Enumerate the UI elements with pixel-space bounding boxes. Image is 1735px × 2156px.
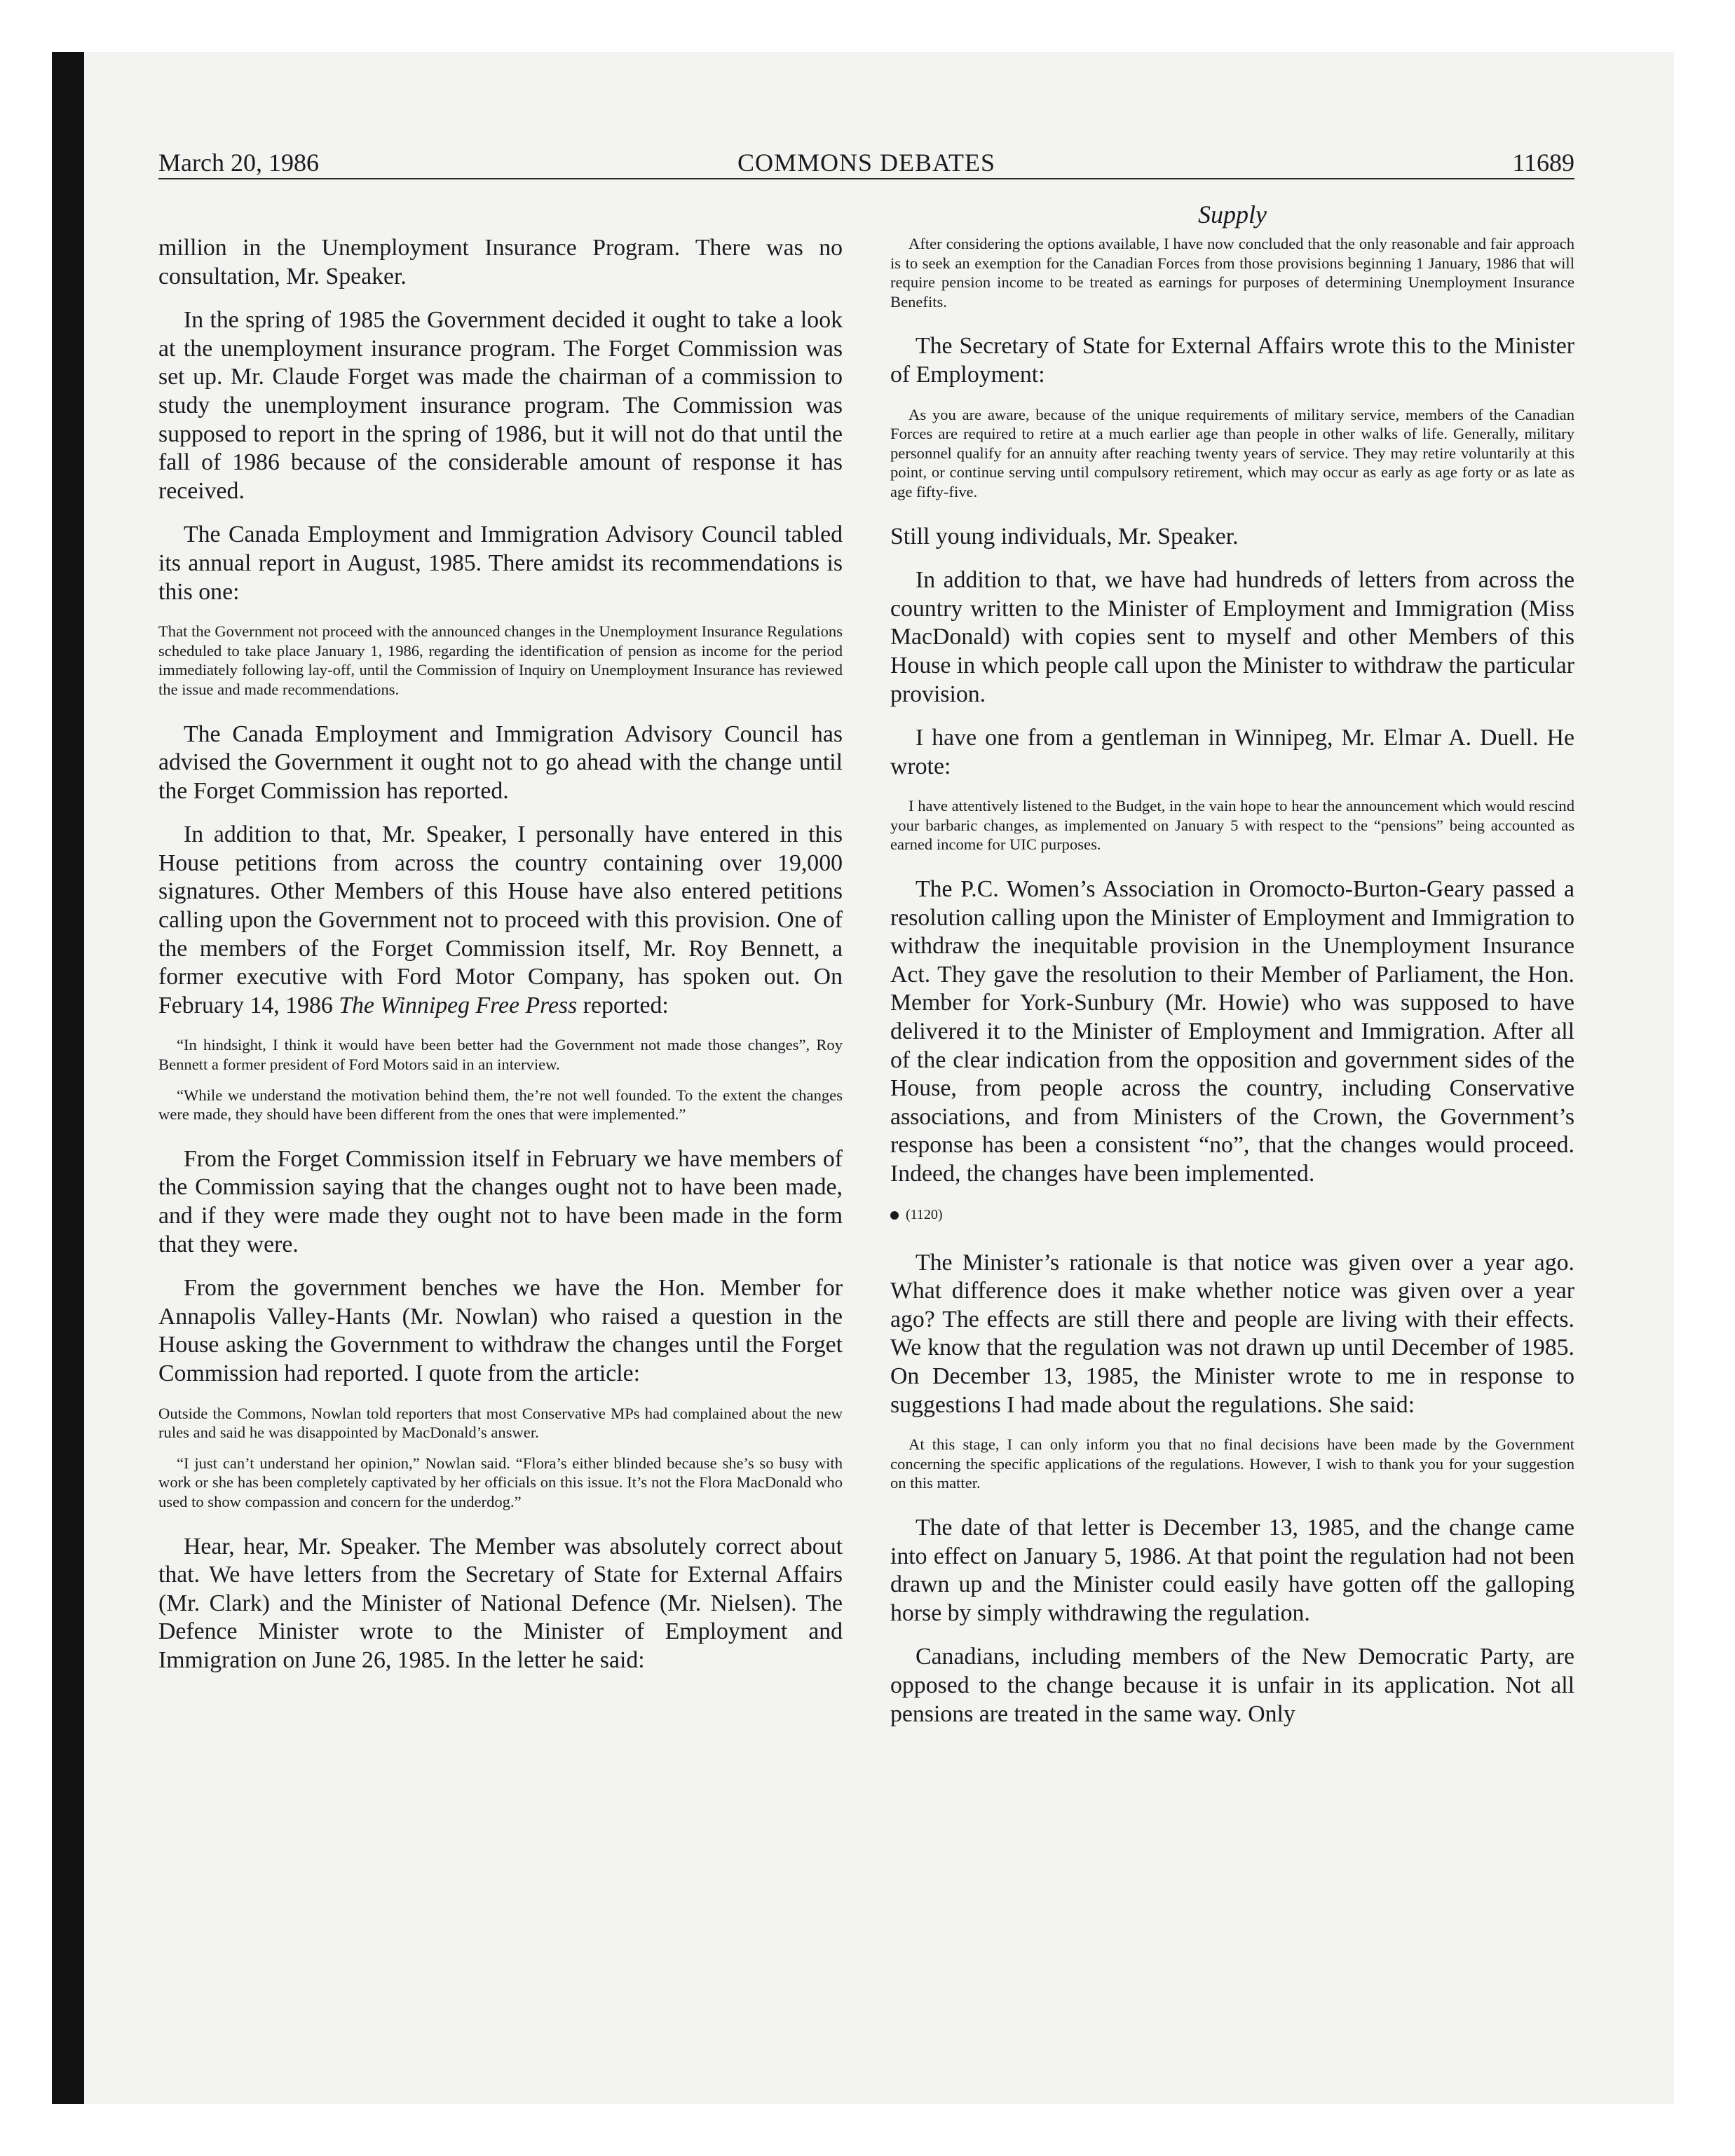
- block-quote: “I just can’t understand her opinion,” Nowlan said. “Flora’s either blinded because she’s so busy with work or she has been completely captivated by her officials on this issue. It’s not the Flora MacDonald who used to show compassion and concern for the underdog.”: [158, 1454, 843, 1510]
- paragraph: million in the Unemployment Insurance Program. There was no consultation, Mr. Speaker.: [158, 235, 843, 289]
- paragraph: Hear, hear, Mr. Speaker. The Member was absolutely correct about that. We have letters from the Secretary of State for External Affairs (Mr. Clark) and the Minister of National Defence (Mr. Nielsen). The Defence Minister wrote to the Minister of Employment and Immigration on June 26, 1985. In the letter he said:: [158, 1533, 843, 1673]
- newspaper-title: The Winnipeg Free Press: [339, 992, 578, 1018]
- paragraph: The P.C. Women’s Association in Oromocto-Burton-Geary passed a resolution calling upon the Minister of Employment and Immigration to withdraw the inequitable provision in the Unemployment Insurance Act. They gave the resolution to their Member of Parliament, the Hon. Member for York-Sunbury (Mr. Howie) who was supposed to have delivered it to the Minister of Employment and Immigration. After all of the clear indication from the opposition and government sides of the House, from people across the country, including Conservative associations, and from Ministers of the Crown, the Government’s response has been a consistent “no”, that the changes would proceed. Indeed, the changes have been implemented.: [890, 876, 1574, 1187]
- block-quote: After considering the options available, I have now concluded that the only reasonable and fair approach is to seek an exemption for the Canadian Forces from those provisions beginning 1 January, 1986 that will require pension income to be treated as earnings for purposes of determining Unemployment Insurance Benefits.: [890, 235, 1574, 311]
- block-quote: Outside the Commons, Nowlan told reporters that most Conservative MPs had complained about the new rules and said he was disappointed by MacDonald’s answer.: [158, 1404, 843, 1442]
- left-column: [158, 234, 843, 1691]
- paragraph: [158, 821, 843, 1020]
- running-title: Supply: [1198, 200, 1267, 228]
- publication-title: COMMONS DEBATES: [737, 149, 996, 177]
- paragraph: From the government benches we have the Hon. Member for Annapolis Valley-Hants (Mr. Nowlan) who raised a question in the House asking the Government to withdraw the changes until the Forget Commission had reported. I quote from the article:: [158, 1275, 843, 1386]
- paragraph: In addition to that, we have had hundreds of letters from across the country written to the Minister of Employment and Immigration (Miss MacDonald) with copies sent to myself and other Members of this House in which people call upon the Minister to withdraw the particular provision.: [890, 567, 1574, 707]
- paragraph: The date of that letter is December 13, 1985, and the change came into effect on January 5, 1986. At that point the regulation had not been drawn up and the Minister could easily have gotten off the galloping horse by simply withdrawing the regulation.: [890, 1514, 1574, 1626]
- header-rule: [158, 178, 1574, 179]
- page-number: 11689: [1512, 149, 1574, 177]
- paragraph: Canadians, including members of the New Democratic Party, are opposed to the change because it is unfair in its application. Not all pensions are treated in the same way. Only: [890, 1644, 1574, 1727]
- bullet-icon: [890, 1211, 899, 1220]
- page-header: [158, 146, 1574, 179]
- time-marker: [890, 1204, 1574, 1225]
- right-column: [890, 234, 1574, 1744]
- scan-edge: [52, 52, 84, 2104]
- paragraph: Still young individuals, Mr. Speaker.: [890, 523, 1239, 550]
- header-date: March 20, 1986: [158, 149, 319, 177]
- block-quote: At this stage, I can only inform you that no final decisions have been made by the Government concerning the specific applications of the regulations. However, I wish to thank you for your suggestion on this matter.: [890, 1435, 1574, 1492]
- paragraph-text: In addition to that, Mr. Speaker, I personally have entered in this House petitions from across the country containing over 19,000 signatures. Other Members of this House have also entered petitions calling upon the Government not to proceed with this provision. One of the members of the Forget Commission itself, Mr. Roy Bennett, a former executive with Ford Motor Company, has spoken out. On February 14, 1986: [158, 821, 843, 1018]
- block-quote: That the Government not proceed with the announced changes in the Unemployment Insurance Regulations scheduled to take place January 1, 1986, regarding the identification of pension as income for the period immediately following lay-off, until the Commission of Inquiry on Unemployment Insurance has reviewed the issue and made recommendations.: [158, 622, 843, 698]
- paragraph: I have one from a gentleman in Winnipeg, Mr. Elmar A. Duell. He wrote:: [890, 725, 1574, 779]
- paragraph: From the Forget Commission itself in February we have members of the Commission saying that the changes ought not to have been made, and if they were made they ought not to have been made in the form that they were.: [158, 1145, 843, 1257]
- time-stamp: (1120): [906, 1206, 943, 1222]
- block-quote: As you are aware, because of the unique requirements of military service, members of the Canadian Forces are required to retire at a much earlier age than people in other walks of life. Generally, military personnel qualify for an annuity after reaching twenty years of service. They may retire voluntarily at this point, or continue serving until compulsory retirement, which may occur as early as age forty or as late as age fifty-five.: [890, 405, 1574, 500]
- paragraph-text: reported:: [577, 992, 669, 1018]
- block-quote: “In hindsight, I think it would have been better had the Government not made those changes”, Roy Bennett a former president of Ford Motors said in an interview.: [158, 1036, 843, 1074]
- block-quote: “While we understand the motivation behind them, the’re not well founded. To the extent the changes were made, they should have been different from the ones that were implemented.”: [158, 1086, 843, 1124]
- block-quote: I have attentively listened to the Budget, in the vain hope to hear the announcement which would rescind your barbaric changes, as implemented on January 5 with respect to the “pensions” being accounted as earned income for UIC purposes.: [890, 797, 1574, 854]
- paragraph: In the spring of 1985 the Government decided it ought to take a look at the unemployment insurance program. The Forget Commission was set up. Mr. Claude Forget was made the chairman of a commission to study the unemployment insurance program. The Commission was supposed to report in the spring of 1986, but it will not do that until the fall of 1986 because of the considerable amount of response it has received.: [158, 307, 843, 504]
- paragraph: The Minister’s rationale is that notice was given over a year ago. What difference does it make whether notice was given over a year ago? The effects are still there and people are living with their effects. We know that the regulation was not drawn up until December of 1985. On December 13, 1985, the Minister wrote to me in response to suggestions I had made about the regulations. She said:: [890, 1249, 1574, 1418]
- paragraph: The Secretary of State for External Affairs wrote this to the Minister of Employment:: [890, 333, 1574, 388]
- paragraph: The Canada Employment and Immigration Advisory Council tabled its annual report in August, 1985. There amidst its recommendations is this one:: [158, 521, 843, 605]
- paragraph: The Canada Employment and Immigration Advisory Council has advised the Government it ought not to go ahead with the change until the Forget Commission has reported.: [158, 721, 843, 804]
